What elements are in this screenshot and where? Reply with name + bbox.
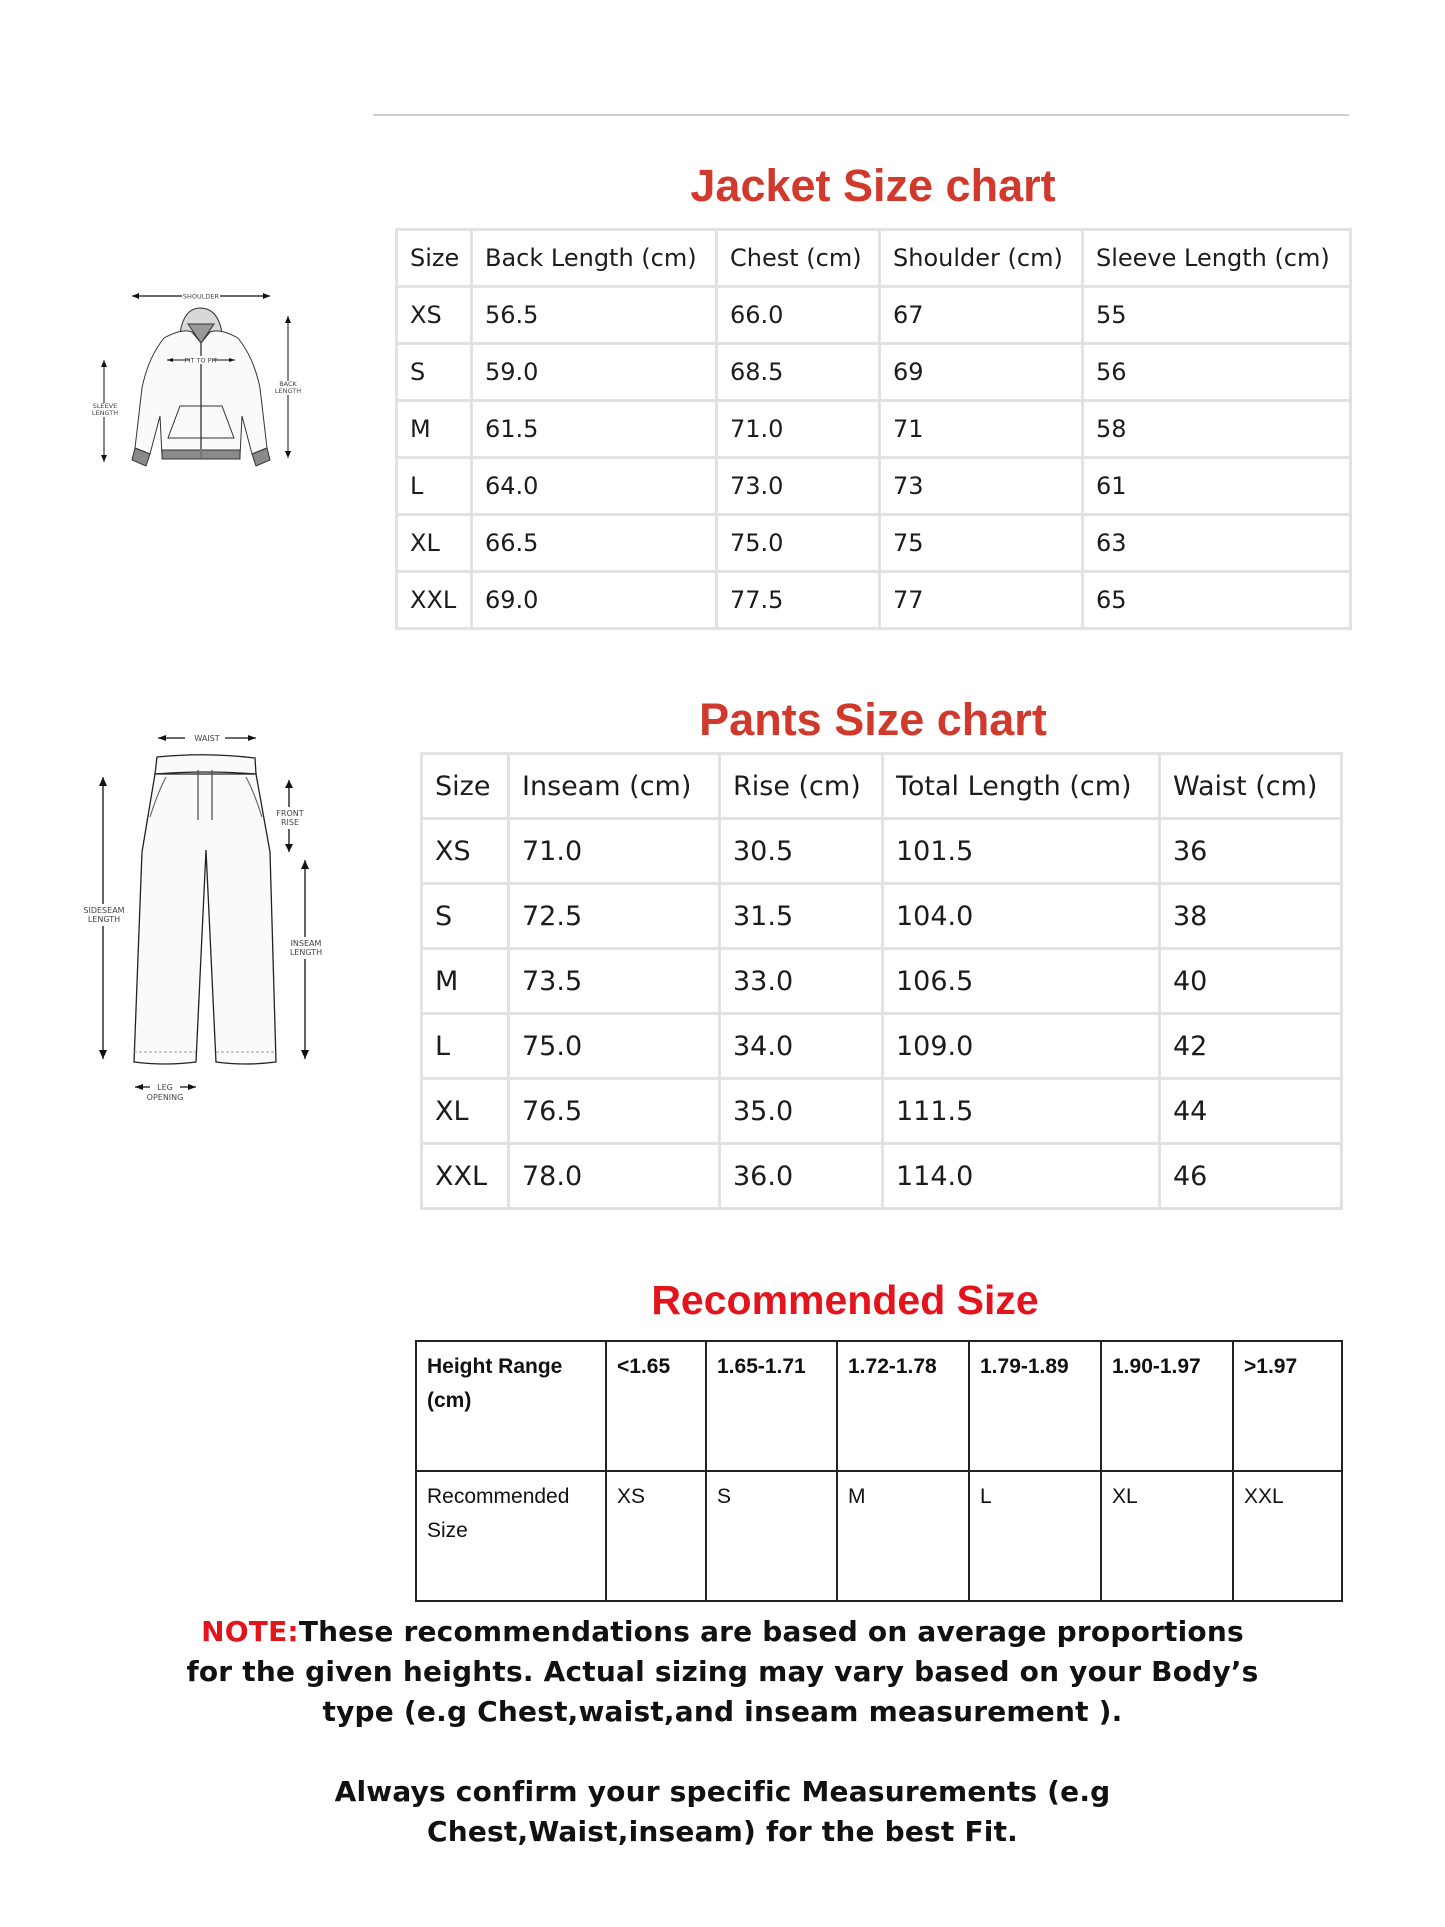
leg-label: LEG [157,1083,173,1092]
table-cell: 67 [880,287,1083,344]
table-cell: 34.0 [720,1014,883,1079]
table-cell: 101.5 [883,819,1160,884]
table-row [422,949,1342,1014]
table-row [422,884,1342,949]
table-row [422,1144,1342,1209]
table-row [422,1079,1342,1144]
inseam-length-label: LENGTH [289,948,323,957]
shoulder-label: SHOULDER [182,292,220,301]
table-row [397,344,1351,401]
table-row [422,819,1342,884]
size-cell: XXL [422,1144,509,1209]
table-cell: 73.5 [509,949,720,1014]
table-row [422,1014,1342,1079]
table-row [397,572,1351,629]
table-cell: 69.0 [472,572,717,629]
column-header: Waist (cm) [1160,754,1342,819]
column-header: Size [422,754,509,819]
table-cell: 55 [1083,287,1351,344]
height-range-cell: 1.90-1.97 [1101,1341,1233,1471]
recommended-size-row [416,1471,1342,1601]
height-range-cell: 1.72-1.78 [837,1341,969,1471]
table-cell: 59.0 [472,344,717,401]
table-cell: 63 [1083,515,1351,572]
jacket-size-table [395,228,1352,630]
table-cell: 40 [1160,949,1342,1014]
table-cell: 77 [880,572,1083,629]
table-cell: 114.0 [883,1144,1160,1209]
table-cell: 35.0 [720,1079,883,1144]
table-cell: 36.0 [720,1144,883,1209]
confirm-measurements-note: Always confirm your specific Measurements (e.g Chest,Waist,inseam) for the best Fit. [334,1775,1111,1848]
column-header: Inseam (cm) [509,754,720,819]
table-cell: 71 [880,401,1083,458]
pants-icon [70,732,340,1117]
recommended-size-cell: XL [1101,1471,1233,1601]
note-label: NOTE: [201,1615,299,1648]
table-header-row [397,230,1351,287]
size-cell: L [422,1014,509,1079]
table-cell: 75.0 [717,515,880,572]
size-cell: M [397,401,472,458]
table-cell: 58 [1083,401,1351,458]
size-cell: S [422,884,509,949]
column-header: Total Length (cm) [883,754,1160,819]
table-cell: 75.0 [509,1014,720,1079]
table-cell: 36 [1160,819,1342,884]
waist-label: WAIST [194,734,220,743]
size-cell: XS [422,819,509,884]
table-cell: 68.5 [717,344,880,401]
table-row [397,458,1351,515]
column-header: Shoulder (cm) [880,230,1083,287]
table-row [397,287,1351,344]
table-cell: 76.5 [509,1079,720,1144]
recommended-size-table [415,1340,1343,1602]
table-cell: 71.0 [717,401,880,458]
table-cell: 73.0 [717,458,880,515]
table-cell: 111.5 [883,1079,1160,1144]
sleeve-label: SLEEVE [92,402,118,410]
table-cell: 73 [880,458,1083,515]
table-cell: 46 [1160,1144,1342,1209]
table-cell: 42 [1160,1014,1342,1079]
table-cell: 78.0 [509,1144,720,1209]
size-cell: S [397,344,472,401]
height-range-cell: <1.65 [606,1341,706,1471]
recommended-size-title: Recommended Size [651,1277,1039,1323]
sideseam-label: SIDESEAM [83,906,125,915]
table-cell: 71.0 [509,819,720,884]
table-cell: 64.0 [472,458,717,515]
table-cell: 30.5 [720,819,883,884]
rise-label: RISE [280,818,300,827]
table-cell: 44 [1160,1079,1342,1144]
recommended-size-cell: XS [606,1471,706,1601]
top-divider [373,114,1349,116]
table-cell: 38 [1160,884,1342,949]
hoodie-icon [92,288,332,476]
table-row [397,515,1351,572]
recommended-size-cell: XXL [1233,1471,1342,1601]
table-cell: 104.0 [883,884,1160,949]
back-label: BACK [279,380,297,388]
recommended-size-cell: S [706,1471,837,1601]
height-range-cell: >1.97 [1233,1341,1342,1471]
table-cell: 31.5 [720,884,883,949]
recommended-size-cell: L [969,1471,1101,1601]
column-header: Sleeve Length (cm) [1083,230,1351,287]
table-cell: 33.0 [720,949,883,1014]
inseam-label: INSEAM [290,939,322,948]
size-cell: L [397,458,472,515]
column-header: Chest (cm) [717,230,880,287]
recommended-size-label: Recommended Size [416,1471,606,1601]
height-range-cell: 1.65-1.71 [706,1341,837,1471]
table-cell: 65 [1083,572,1351,629]
size-cell: M [422,949,509,1014]
sleeve-length-label: LENGTH [92,409,119,417]
height-range-cell: 1.79-1.89 [969,1341,1101,1471]
column-header: Back Length (cm) [472,230,717,287]
table-cell: 56 [1083,344,1351,401]
size-cell: XL [422,1079,509,1144]
table-header-row [422,754,1342,819]
note-text: These recommendations are based on average proportions for the given heights. Actual sizing may vary based on your Body’s type (e.g Chest,waist,and inseam measurement ). [186,1615,1259,1728]
size-cell: XS [397,287,472,344]
opening-label: OPENING [146,1093,184,1102]
jacket-size-chart-title: Jacket Size chart [690,160,1056,211]
table-cell: 75 [880,515,1083,572]
table-cell: 61.5 [472,401,717,458]
table-cell: 61 [1083,458,1351,515]
front-label: FRONT [276,809,304,818]
sizing-note [180,1612,1265,1732]
table-cell: 56.5 [472,287,717,344]
sideseam-length-label: LENGTH [87,915,121,924]
table-cell: 77.5 [717,572,880,629]
table-cell: 69 [880,344,1083,401]
table-cell: 106.5 [883,949,1160,1014]
column-header: Rise (cm) [720,754,883,819]
table-cell: 109.0 [883,1014,1160,1079]
pit-to-pit-label: PIT TO PIT [184,356,218,365]
height-range-label: Height Range (cm) [416,1341,606,1471]
back-length-label: LENGTH [274,387,302,395]
height-range-row [416,1341,1342,1471]
pants-size-chart-title: Pants Size chart [699,694,1047,745]
table-cell: 66.0 [717,287,880,344]
table-cell: 72.5 [509,884,720,949]
size-cell: XL [397,515,472,572]
table-cell: 66.5 [472,515,717,572]
size-cell: XXL [397,572,472,629]
recommended-size-cell: M [837,1471,969,1601]
table-row [397,401,1351,458]
pants-size-table [420,752,1343,1210]
column-header: Size [397,230,472,287]
